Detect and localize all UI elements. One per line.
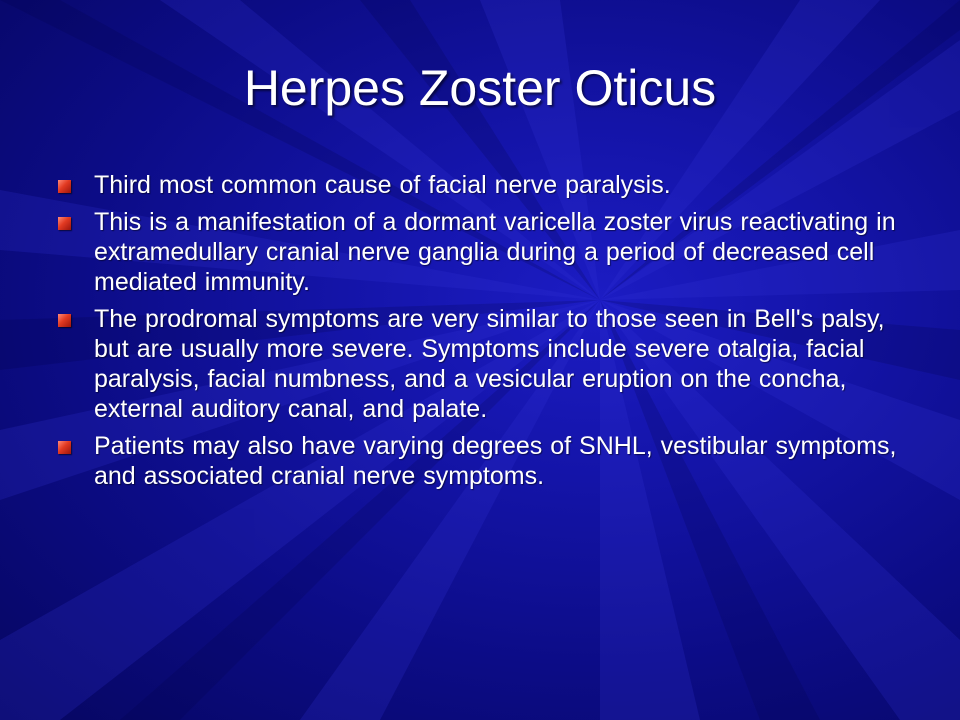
square-bullet-icon (58, 441, 71, 454)
square-bullet-icon (58, 314, 71, 327)
square-bullet-icon (58, 217, 71, 230)
bullet-item (58, 304, 908, 424)
bullet-list (58, 170, 908, 498)
bullet-text: Patients may also have varying degrees of SNHL, vestibular symptoms, and associated cranial nerve symptoms. (94, 432, 897, 490)
slide-title: Herpes Zoster Oticus (243, 60, 717, 116)
bullet-text: Third most common cause of facial nerve paralysis. (94, 171, 671, 199)
bullet-item (58, 207, 908, 297)
bullet-item (58, 431, 908, 491)
square-bullet-icon (58, 180, 71, 193)
bullet-text: This is a manifestation of a dormant varicella zoster virus reactivating in extramedullary cranial nerve ganglia during a period of decreased cell mediated immunity. (94, 208, 896, 296)
bullet-item (58, 170, 908, 200)
bullet-text: The prodromal symptoms are very similar to those seen in Bell's palsy, but are usually more severe. Symptoms include severe otalgia, facial paralysis, facial numbness, and a vesicular eruption on the concha, external auditory canal, and palate. (94, 305, 885, 423)
